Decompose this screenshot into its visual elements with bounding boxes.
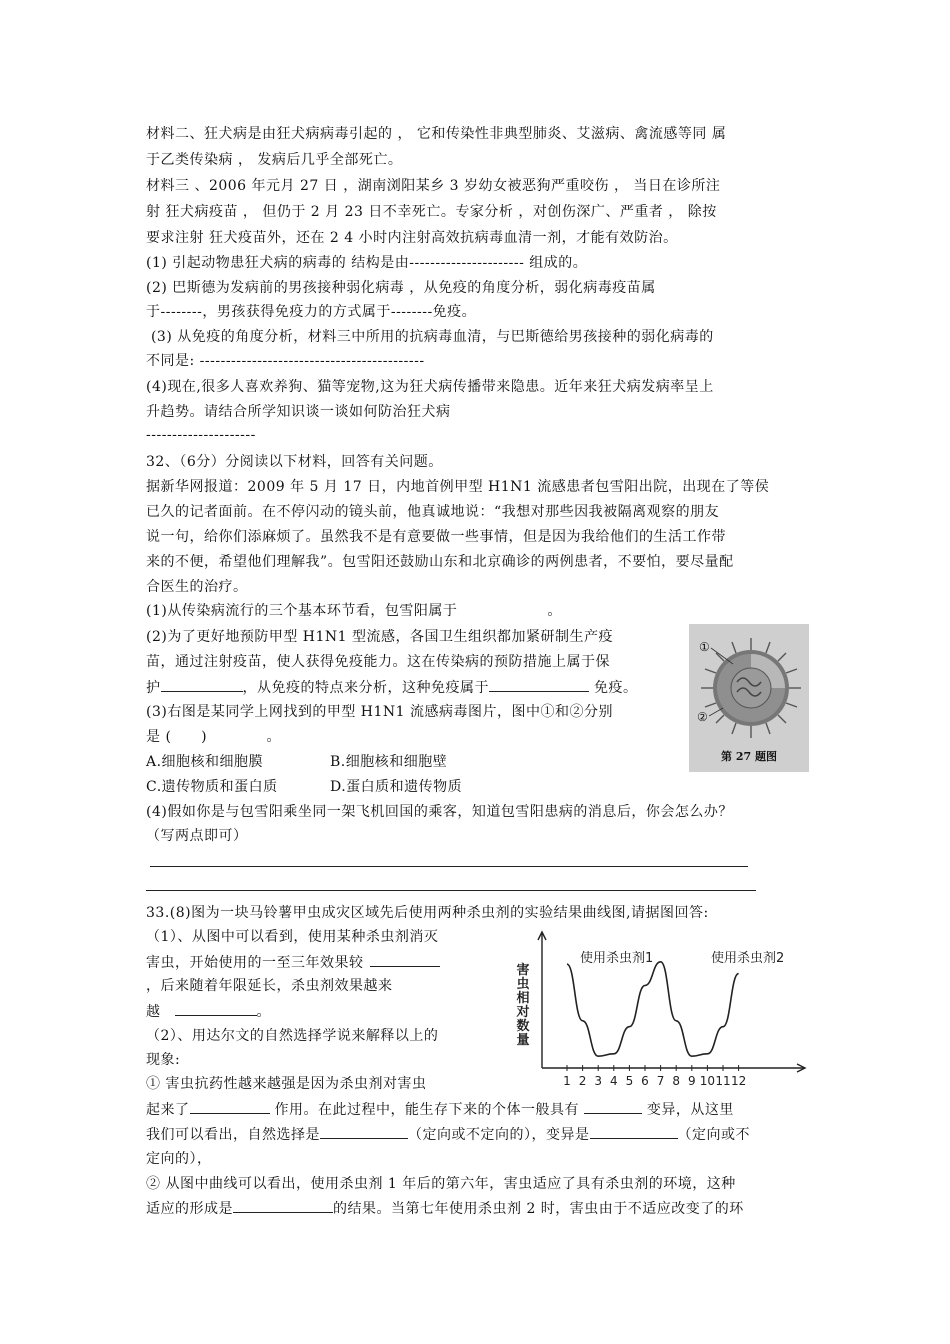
q32-question-1 bbox=[146, 602, 562, 620]
q32-title: 32、（6分）分阅读以下材料，回答有关问题。 bbox=[146, 454, 443, 470]
q33-p4-text-b: 的结果。当第七年使用杀虫剂 2 时，害虫由于不适应改变了的环 bbox=[333, 1201, 744, 1217]
q31-question-4-answer-line: --------------------- bbox=[146, 427, 256, 443]
q33-blank-4[interactable] bbox=[584, 1100, 642, 1114]
x-tick-label: 11 bbox=[715, 1074, 731, 1088]
q31-question-4-line-1: (4)现在,很多人喜欢养狗、猫等宠物,这为狂犬病传播带来隐患。近年来狂犬病发病率呈上 bbox=[146, 379, 714, 395]
q33-p3-text-b: 作用。在此过程中，能生存下来的个体一般具有 bbox=[269, 1102, 584, 1118]
q33-p1-end: 。 bbox=[256, 1004, 271, 1020]
answer-line-2[interactable] bbox=[146, 890, 756, 891]
q32-passage-line-3: 说一句，给你们添麻烦了。虽然我不是有意要做一些事情，但是因为我给他们的生活工作带 bbox=[146, 529, 726, 545]
q32-passage-line-4: 来的不便，希望他们理解我”。包雪阳还鼓励山东和北京确诊的两例患者，不要怕，要尽量配 bbox=[146, 554, 734, 570]
q32-q2-text-c: 免疫。 bbox=[589, 680, 638, 696]
x-tick-label: 12 bbox=[730, 1074, 747, 1088]
q33-part2-line-2: 现象: bbox=[146, 1052, 181, 1068]
q32-question-4-line-2: （写两点即可） bbox=[146, 828, 248, 844]
q32-question-3-line-2: 是 ( ) 。 bbox=[146, 729, 281, 745]
x-tick-label: 4 bbox=[609, 1074, 618, 1088]
material2-line-2: 于乙类传染病 ， 发病后几乎全部死亡。 bbox=[146, 152, 403, 168]
material3-line-2: 射 狂犬病疫苗 ， 但仍于 2 月 23 日不幸死亡。专家分析 ，对创伤深广、严重者 ， 除按 bbox=[146, 204, 717, 220]
pest-chart bbox=[505, 920, 815, 1090]
q33-p3-text-c: 变异，从这里 bbox=[641, 1102, 734, 1118]
series-line bbox=[567, 962, 739, 1056]
answer-line-1[interactable] bbox=[150, 866, 748, 867]
q33-blank-1[interactable] bbox=[370, 953, 440, 967]
material3-line-3: 要求注射 狂犬疫苗外，还在 2 4 小时内注射高效抗病毒血清一剂，才能有效防治。 bbox=[146, 230, 678, 246]
y-axis-label-char: 害 bbox=[516, 963, 530, 978]
q33-part4-line-2 bbox=[146, 1199, 744, 1218]
q32-question-2-line-3 bbox=[146, 678, 637, 697]
x-tick-label: 10 bbox=[699, 1074, 716, 1088]
x-tick-label: 8 bbox=[672, 1074, 681, 1088]
q32-option-d[interactable]: D.蛋白质和遗传物质 bbox=[330, 779, 463, 795]
q32-question-2-line-2: 苗，通过注射疫苗，使人获得免疫能力。这在传染病的预防措施上属于保 bbox=[146, 654, 610, 670]
q32-q2-blank-2[interactable] bbox=[489, 678, 589, 692]
q32-q2-blank-1[interactable] bbox=[161, 678, 243, 692]
x-tick-label: 2 bbox=[578, 1074, 587, 1088]
q33-p3-text-e: （定向或不定向的），变异是 bbox=[408, 1127, 590, 1143]
figure-caption: 第 27 题图 bbox=[721, 750, 777, 763]
q32-q2-text-b: ，从免疫的特点来分析，这种免疫属于 bbox=[242, 680, 489, 696]
q33-p1-text-d: 越 bbox=[146, 1004, 161, 1020]
x-tick-label: 5 bbox=[625, 1074, 634, 1088]
y-axis-label-char: 数 bbox=[516, 1019, 530, 1034]
q33-blank-3[interactable] bbox=[190, 1100, 270, 1114]
q32-passage-line-1: 据新华网报道：2009 年 5 月 17 日，内地首例甲型 H1N1 流感患者包雪阳出院，出现在了等侯 bbox=[146, 479, 770, 495]
q31-question-3-line-2: 不同是: ------------------------------------------- bbox=[146, 353, 425, 369]
q33-p4-text-a: 适应的形成是 bbox=[146, 1201, 233, 1217]
q32-question-1-end: 。 bbox=[547, 603, 562, 619]
q33-part1-line-4 bbox=[146, 1002, 271, 1021]
x-tick-label: 7 bbox=[656, 1074, 665, 1088]
q32-question-3-line-1: (3)右图是某同学上网找到的甲型 H1N1 流感病毒图片，图中①和②分别 bbox=[146, 704, 614, 720]
q33-part1-line-3: ，后来随着年限延长，杀虫剂效果越来 bbox=[146, 978, 393, 994]
q32-passage-line-2: 已久的记者面前。在不停闪动的镜头前，他真诚地说：“我想对那些因我被隔离观察的朋友 bbox=[146, 504, 720, 520]
x-tick-label: 1 bbox=[563, 1074, 571, 1088]
q33-blank-7[interactable] bbox=[233, 1199, 333, 1213]
q33-blank-2[interactable] bbox=[175, 1002, 257, 1016]
q33-part3-line-1: ① 害虫抗药性越来越强是因为杀虫剂对害虫 bbox=[146, 1076, 427, 1092]
q33-part3-line-2 bbox=[146, 1100, 734, 1119]
q33-part1-line-1: （1）、从图中可以看到，使用某种杀虫剂消灭 bbox=[146, 929, 439, 945]
q33-blank-5[interactable] bbox=[320, 1125, 408, 1139]
q31-question-4-line-2: 升趋势。请结合所学知识谈一谈如何防治狂犬病 bbox=[146, 404, 451, 420]
q32-question-4-line-1: (4)假如你是与包雪阳乘坐同一架飞机回国的乘客，知道包雪阳患病的消息后，你会怎么办？ bbox=[146, 804, 733, 820]
q32-question-2-line-1: (2)为了更好地预防甲型 H1N1 型流感，各国卫生组织都加紧研制生产疫 bbox=[146, 629, 614, 645]
x-tick-label: 3 bbox=[594, 1074, 603, 1088]
q33-p3-text-a: 起来了 bbox=[146, 1102, 190, 1118]
q32-question-1-text: (1)从传染病流行的三个基本环节看，包雪阳属于 bbox=[146, 603, 458, 619]
y-axis-label-char: 相 bbox=[516, 991, 530, 1006]
q31-question-2-line-2: 于--------，男孩获得免疫力的方式属于--------免疫。 bbox=[146, 304, 477, 320]
y-axis-label-char: 虫 bbox=[516, 977, 530, 992]
virus-mark-1: ① bbox=[699, 640, 710, 654]
virus-figure bbox=[689, 624, 809, 772]
x-tick-label: 9 bbox=[687, 1074, 696, 1088]
virus-mark-2: ② bbox=[697, 710, 708, 724]
y-axis-label-char: 量 bbox=[516, 1033, 530, 1048]
q33-blank-6[interactable] bbox=[590, 1125, 678, 1139]
q33-part4-line-1: ② 从图中曲线可以看出，使用杀虫剂 1 年后的第六年，害虫适应了具有杀虫剂的环境，这种 bbox=[146, 1176, 736, 1192]
q32-passage-line-5: 合医生的治疗。 bbox=[146, 579, 248, 595]
q32-q2-text-a: 护 bbox=[146, 680, 161, 696]
q32-option-c[interactable]: C.遗传物质和蛋白质 bbox=[146, 779, 278, 795]
q31-question-1: (1) 引起动物患狂犬病的病毒的 结构是由---------------------- 组成的。 bbox=[146, 255, 588, 271]
q33-part1-line-2 bbox=[146, 953, 440, 972]
q33-part2-line-1: （2）、用达尔文的自然选择学说来解释以上的 bbox=[146, 1028, 439, 1044]
q33-p3-text-d: 我们可以看出，自然选择是 bbox=[146, 1127, 320, 1143]
x-tick-label: 6 bbox=[641, 1074, 649, 1088]
q33-title: 33.(8)图为一块马铃薯甲虫成灾区域先后使用两种杀虫剂的实验结果曲线图,请据图回答: bbox=[146, 905, 709, 921]
q31-question-2-line-1: (2) 巴斯德为发病前的男孩接种弱化病毒 ，从免疫的角度分析，弱化病毒疫苗属 bbox=[146, 280, 656, 296]
material3-line-1: 材料三 、2006 年元月 27 日 ，湖南浏阳某乡 3 岁幼女被恶狗严重咬伤 ， 当日在诊所注 bbox=[146, 178, 721, 194]
y-axis-label-char: 对 bbox=[516, 1005, 530, 1020]
chart-annotation: 使用杀虫剂2 bbox=[711, 951, 785, 966]
q32-option-b[interactable]: B.细胞核和细胞壁 bbox=[330, 754, 448, 770]
q33-p1-text-b: 害虫，开始使用的一至三年效果较 bbox=[146, 955, 364, 971]
q33-part3-line-4: 定向的）， bbox=[146, 1151, 212, 1167]
q32-option-a[interactable]: A.细胞核和细胞膜 bbox=[146, 754, 264, 770]
q31-question-3-line-1: (3) 从免疫的角度分析，材料三中所用的抗病毒血清，与巴斯德给男孩接种的弱化病毒的 bbox=[146, 329, 714, 345]
chart-annotation: 使用杀虫剂1 bbox=[580, 951, 654, 966]
q33-p3-text-f: （定向或不 bbox=[677, 1127, 750, 1143]
q33-part3-line-3 bbox=[146, 1125, 750, 1144]
material2-line-1: 材料二、狂犬病是由狂犬病病毒引起的 ， 它和传染性非典型肺炎、艾滋病、禽流感等同 属 bbox=[146, 126, 727, 142]
